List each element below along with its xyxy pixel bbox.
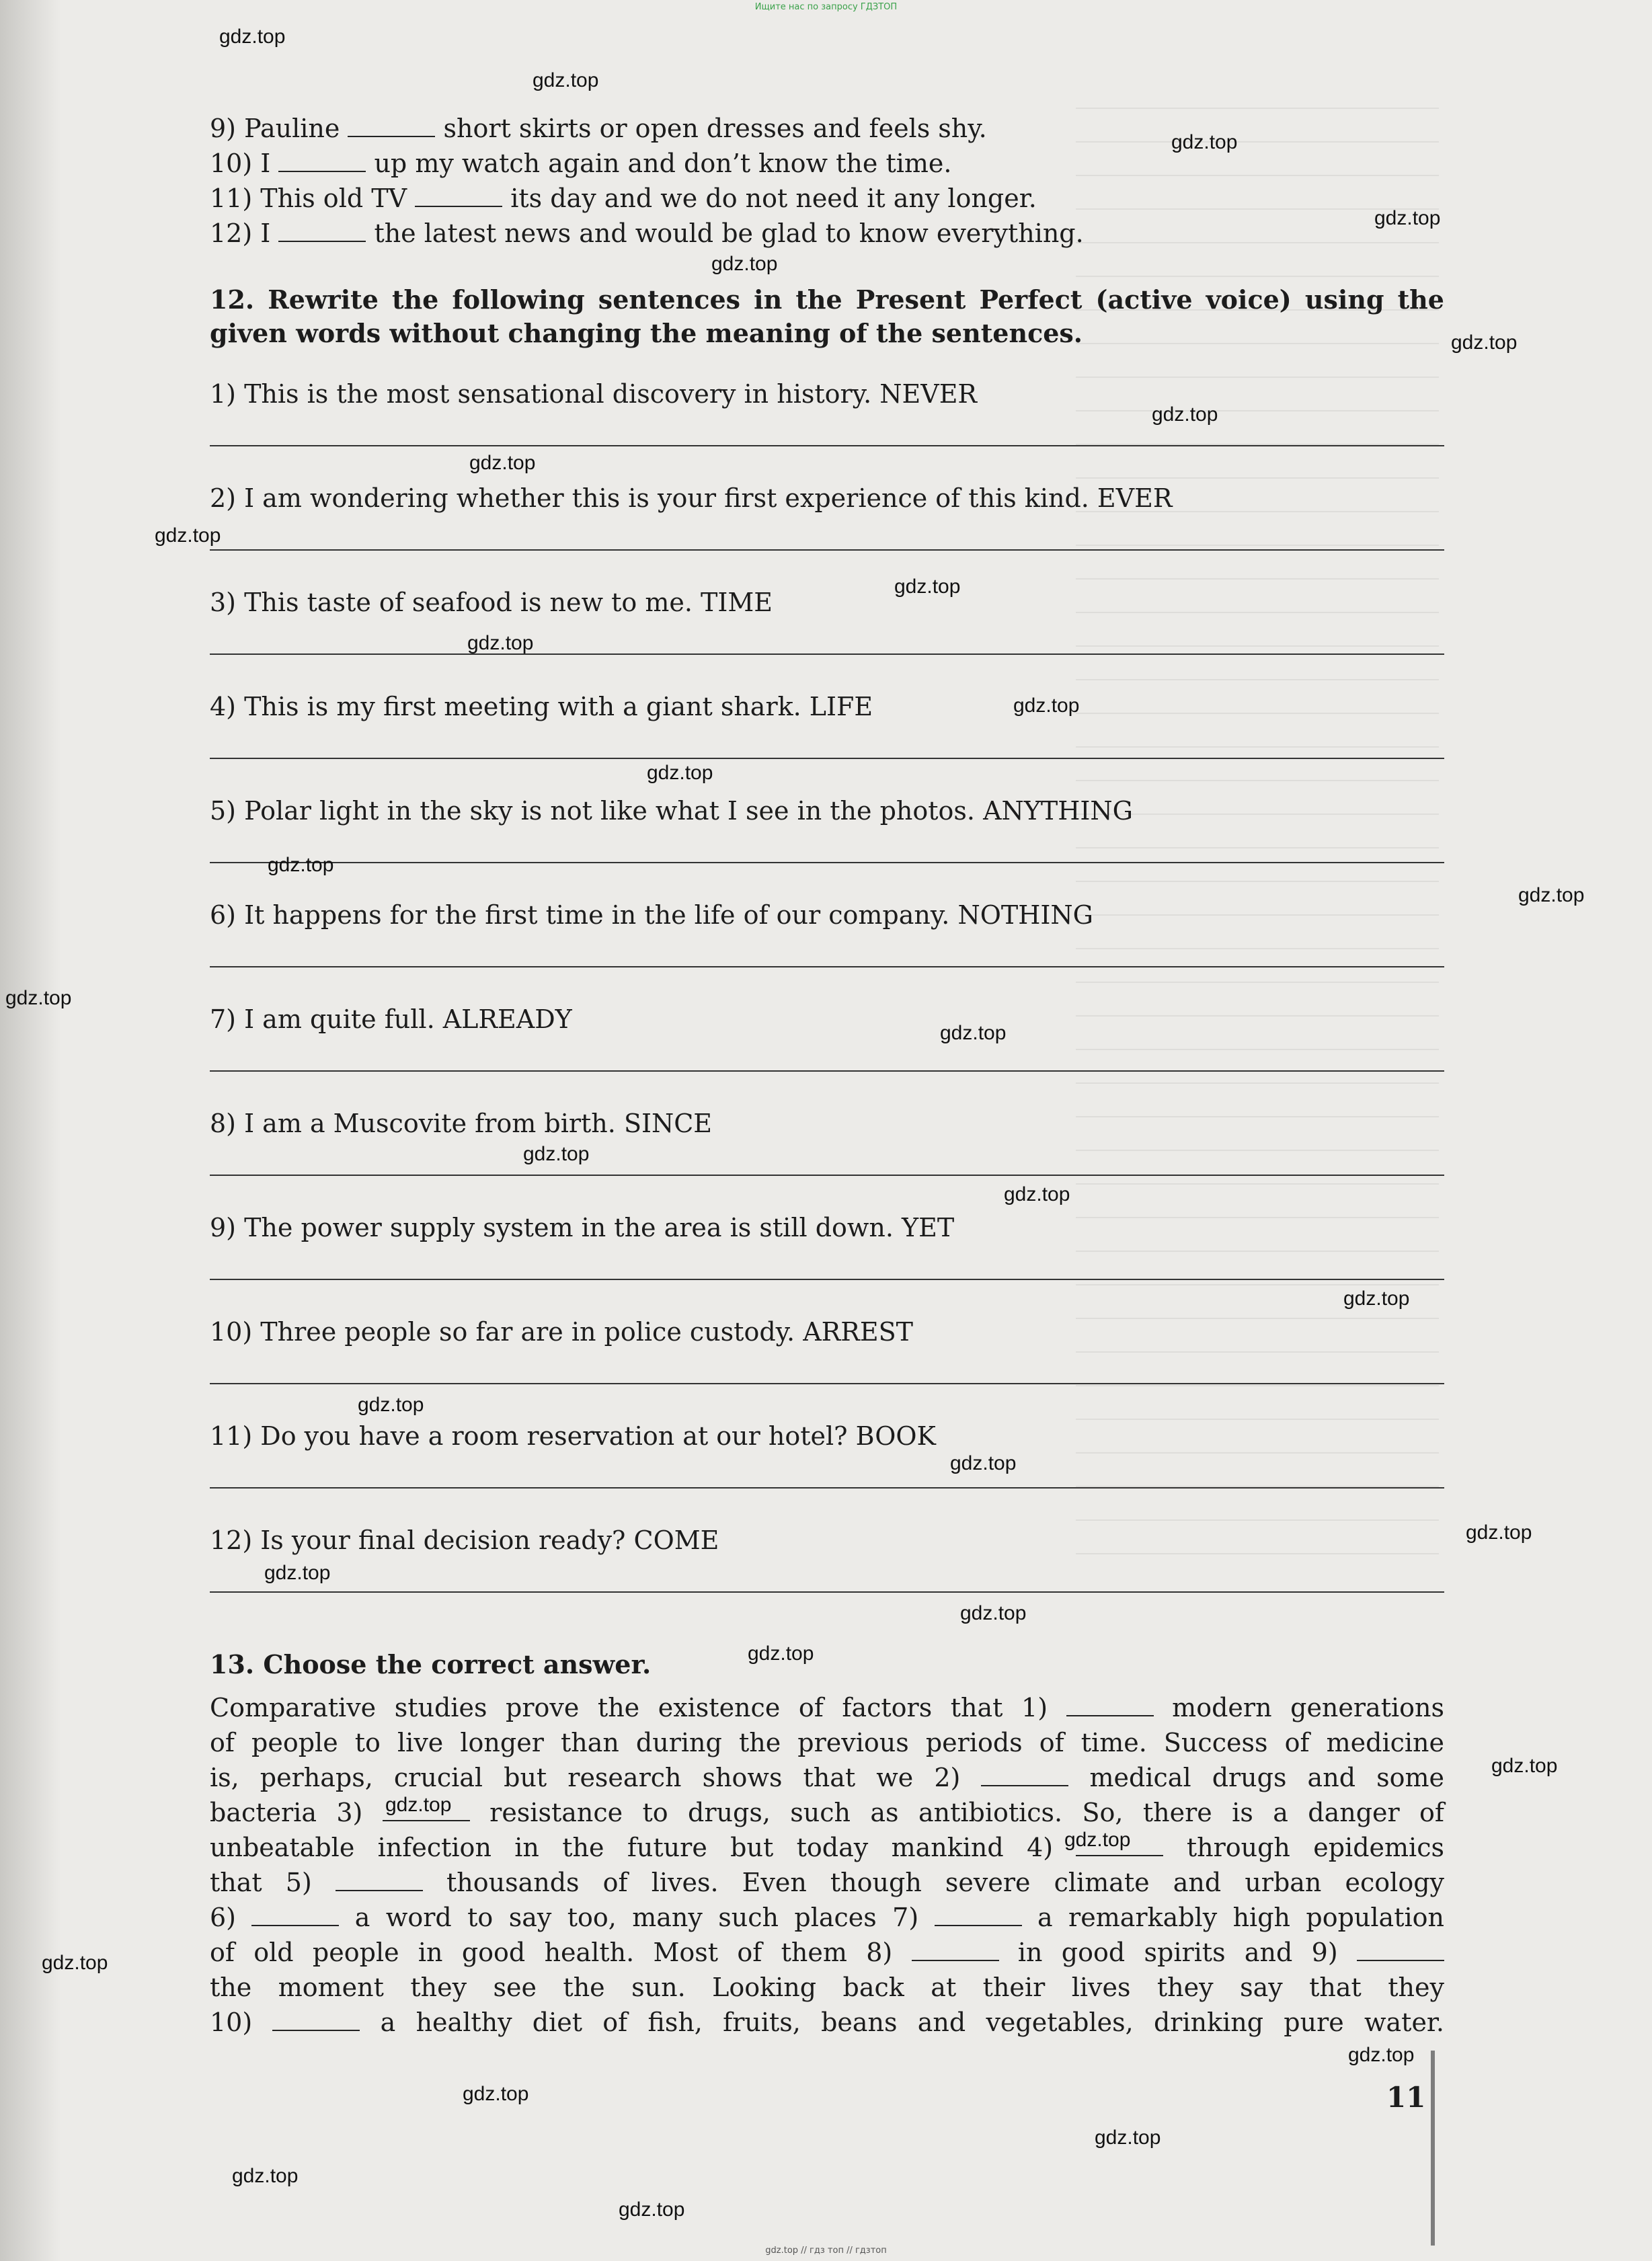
answer-blank-8[interactable] — [912, 1940, 999, 1961]
ex12-heading-line1: 12. Rewrite the following sentences in the Present Perfect (active voice) using the — [210, 284, 1444, 315]
ex13-line-5: unbeatable infection in the future but today mankind 4) through epidemics — [210, 1833, 1444, 1862]
ex13-line-9: the moment they see the sun. Looking back at their lives they say that they — [210, 1973, 1444, 2002]
ex12-item-2: 2) I am wondering whether this is your first experience of this kind. EVER — [210, 483, 1173, 513]
footer-note: gdz.top // гдз топ // гдзтоп — [765, 2246, 887, 2256]
watermark: gdz.top — [1171, 131, 1238, 153]
watermark: gdz.top — [950, 1452, 1017, 1474]
watermark: gdz.top — [1466, 1521, 1532, 1544]
ex12-item-7: 7) I am quite full. ALREADY — [210, 1004, 572, 1034]
page-edge-bar — [1431, 2051, 1435, 2246]
answer-line-6[interactable] — [210, 966, 1444, 967]
ex11-item-11: 11) This old TV its day and we do not need it any longer. — [210, 184, 1037, 213]
watermark: gdz.top — [523, 1143, 590, 1165]
watermark: gdz.top — [264, 1562, 331, 1584]
ex12-item-12: 12) Is your final decision ready? COME — [210, 1525, 719, 1555]
watermark: gdz.top — [232, 2165, 299, 2187]
bleed-through-background — [1076, 108, 1439, 1587]
page-edge-shadow — [0, 0, 61, 2261]
watermark: gdz.top — [385, 1794, 452, 1816]
answer-line-11[interactable] — [210, 1487, 1444, 1489]
watermark: gdz.top — [469, 452, 536, 474]
ex12-item-10: 10) Three people so far are in police custody. ARREST — [210, 1317, 914, 1347]
watermark: gdz.top — [1095, 2127, 1161, 2149]
watermark: gdz.top — [1491, 1755, 1558, 1777]
ex13-line-2: of people to live longer than during the previous periods of time. Success of medicine — [210, 1728, 1444, 1757]
watermark: gdz.top — [647, 762, 713, 784]
ex13-line-10: 10) a healthy diet of fish, fruits, beans and vegetables, drinking pure water. — [210, 2008, 1444, 2037]
answer-line-1[interactable] — [210, 445, 1444, 446]
watermark: gdz.top — [463, 2083, 529, 2105]
watermark: gdz.top — [1374, 207, 1441, 229]
ex11-item-9: 9) Pauline short skirts or open dresses and feels shy. — [210, 114, 987, 143]
watermark: gdz.top — [268, 854, 334, 876]
answer-blank[interactable] — [278, 151, 366, 172]
answer-blank[interactable] — [278, 221, 366, 242]
ex13-line-1: Comparative studies prove the existence of factors that 1) modern generations — [210, 1693, 1444, 1722]
answer-blank-5[interactable] — [336, 1870, 423, 1891]
watermark: gdz.top — [42, 1952, 108, 1974]
answer-blank[interactable] — [348, 116, 435, 137]
answer-blank[interactable] — [415, 186, 502, 207]
ex12-item-11: 11) Do you have a room reservation at our hotel? BOOK — [210, 1421, 936, 1451]
answer-blank-2[interactable] — [981, 1765, 1068, 1786]
ex12-heading-line2: given words without changing the meaning of the sentences. — [210, 318, 1083, 348]
answer-blank-9[interactable] — [1357, 1940, 1444, 1961]
ex12-item-5: 5) Polar light in the sky is not like what I see in the photos. ANYTHING — [210, 796, 1133, 826]
ex12-item-1: 1) This is the most sensational discovery in history. NEVER — [210, 379, 978, 409]
watermark: gdz.top — [940, 1022, 1007, 1044]
watermark: gdz.top — [711, 253, 778, 275]
ex11-item-12: 12) I the latest news and would be glad to know everything. — [210, 219, 1084, 248]
ex13-line-6: that 5) thousands of lives. Even though severe climate and urban ecology — [210, 1868, 1444, 1897]
watermark: gdz.top — [1152, 403, 1218, 426]
ex12-item-6: 6) It happens for the first time in the life of our company. NOTHING — [210, 900, 1093, 930]
ex12-item-4: 4) This is my first meeting with a giant shark. LIFE — [210, 692, 873, 721]
watermark: gdz.top — [1518, 884, 1585, 906]
watermark: gdz.top — [219, 26, 286, 48]
page-number: 11 — [1386, 2081, 1426, 2114]
answer-blank-7[interactable] — [935, 1905, 1022, 1926]
ex12-item-3: 3) This taste of seafood is new to me. TIME — [210, 588, 773, 617]
watermark: gdz.top — [358, 1394, 424, 1416]
answer-line-4[interactable] — [210, 758, 1444, 759]
watermark: gdz.top — [467, 632, 534, 654]
answer-blank-1[interactable] — [1066, 1695, 1154, 1716]
watermark: gdz.top — [1064, 1829, 1131, 1851]
answer-blank-10[interactable] — [272, 2010, 360, 2031]
answer-blank-6[interactable] — [251, 1905, 339, 1926]
answer-line-8[interactable] — [210, 1175, 1444, 1176]
answer-line-7[interactable] — [210, 1070, 1444, 1072]
watermark: gdz.top — [1348, 2044, 1415, 2066]
ex13-line-4: bacteria 3) resistance to drugs, such as antibiotics. So, there is a danger of — [210, 1798, 1444, 1827]
ex13-heading: 13. Choose the correct answer. — [210, 1649, 652, 1679]
ex13-line-3: is, perhaps, crucial but research shows that we 2) medical drugs and some — [210, 1763, 1444, 1792]
answer-line-12[interactable] — [210, 1591, 1444, 1593]
watermark: gdz.top — [1004, 1183, 1070, 1205]
answer-line-5[interactable] — [210, 862, 1444, 863]
watermark: gdz.top — [619, 2198, 685, 2221]
watermark: gdz.top — [533, 69, 599, 91]
ex12-item-8: 8) I am a Muscovite from birth. SINCE — [210, 1109, 713, 1138]
answer-line-10[interactable] — [210, 1383, 1444, 1384]
header-note: Ищите нас по запросу ГДЗТОП — [754, 2, 898, 12]
watermark: gdz.top — [1343, 1287, 1410, 1310]
watermark: gdz.top — [1451, 331, 1518, 354]
ex13-line-7: 6) a word to say too, many such places 7) a remarkably high population — [210, 1903, 1444, 1932]
ex13-line-8: of old people in good health. Most of them 8) in good spirits and 9) — [210, 1935, 1444, 1970]
watermark: gdz.top — [894, 576, 961, 598]
answer-line-3[interactable] — [210, 653, 1444, 655]
ex11-item-10: 10) I up my watch again and don’t know the time. — [210, 149, 952, 178]
ex12-item-9: 9) The power supply system in the area is still down. YET — [210, 1213, 955, 1242]
answer-line-2[interactable] — [210, 549, 1444, 551]
watermark: gdz.top — [1013, 695, 1080, 717]
answer-line-9[interactable] — [210, 1279, 1444, 1280]
watermark: gdz.top — [155, 524, 221, 547]
watermark: gdz.top — [960, 1602, 1027, 1624]
watermark: gdz.top — [5, 987, 72, 1009]
watermark: gdz.top — [748, 1642, 814, 1665]
